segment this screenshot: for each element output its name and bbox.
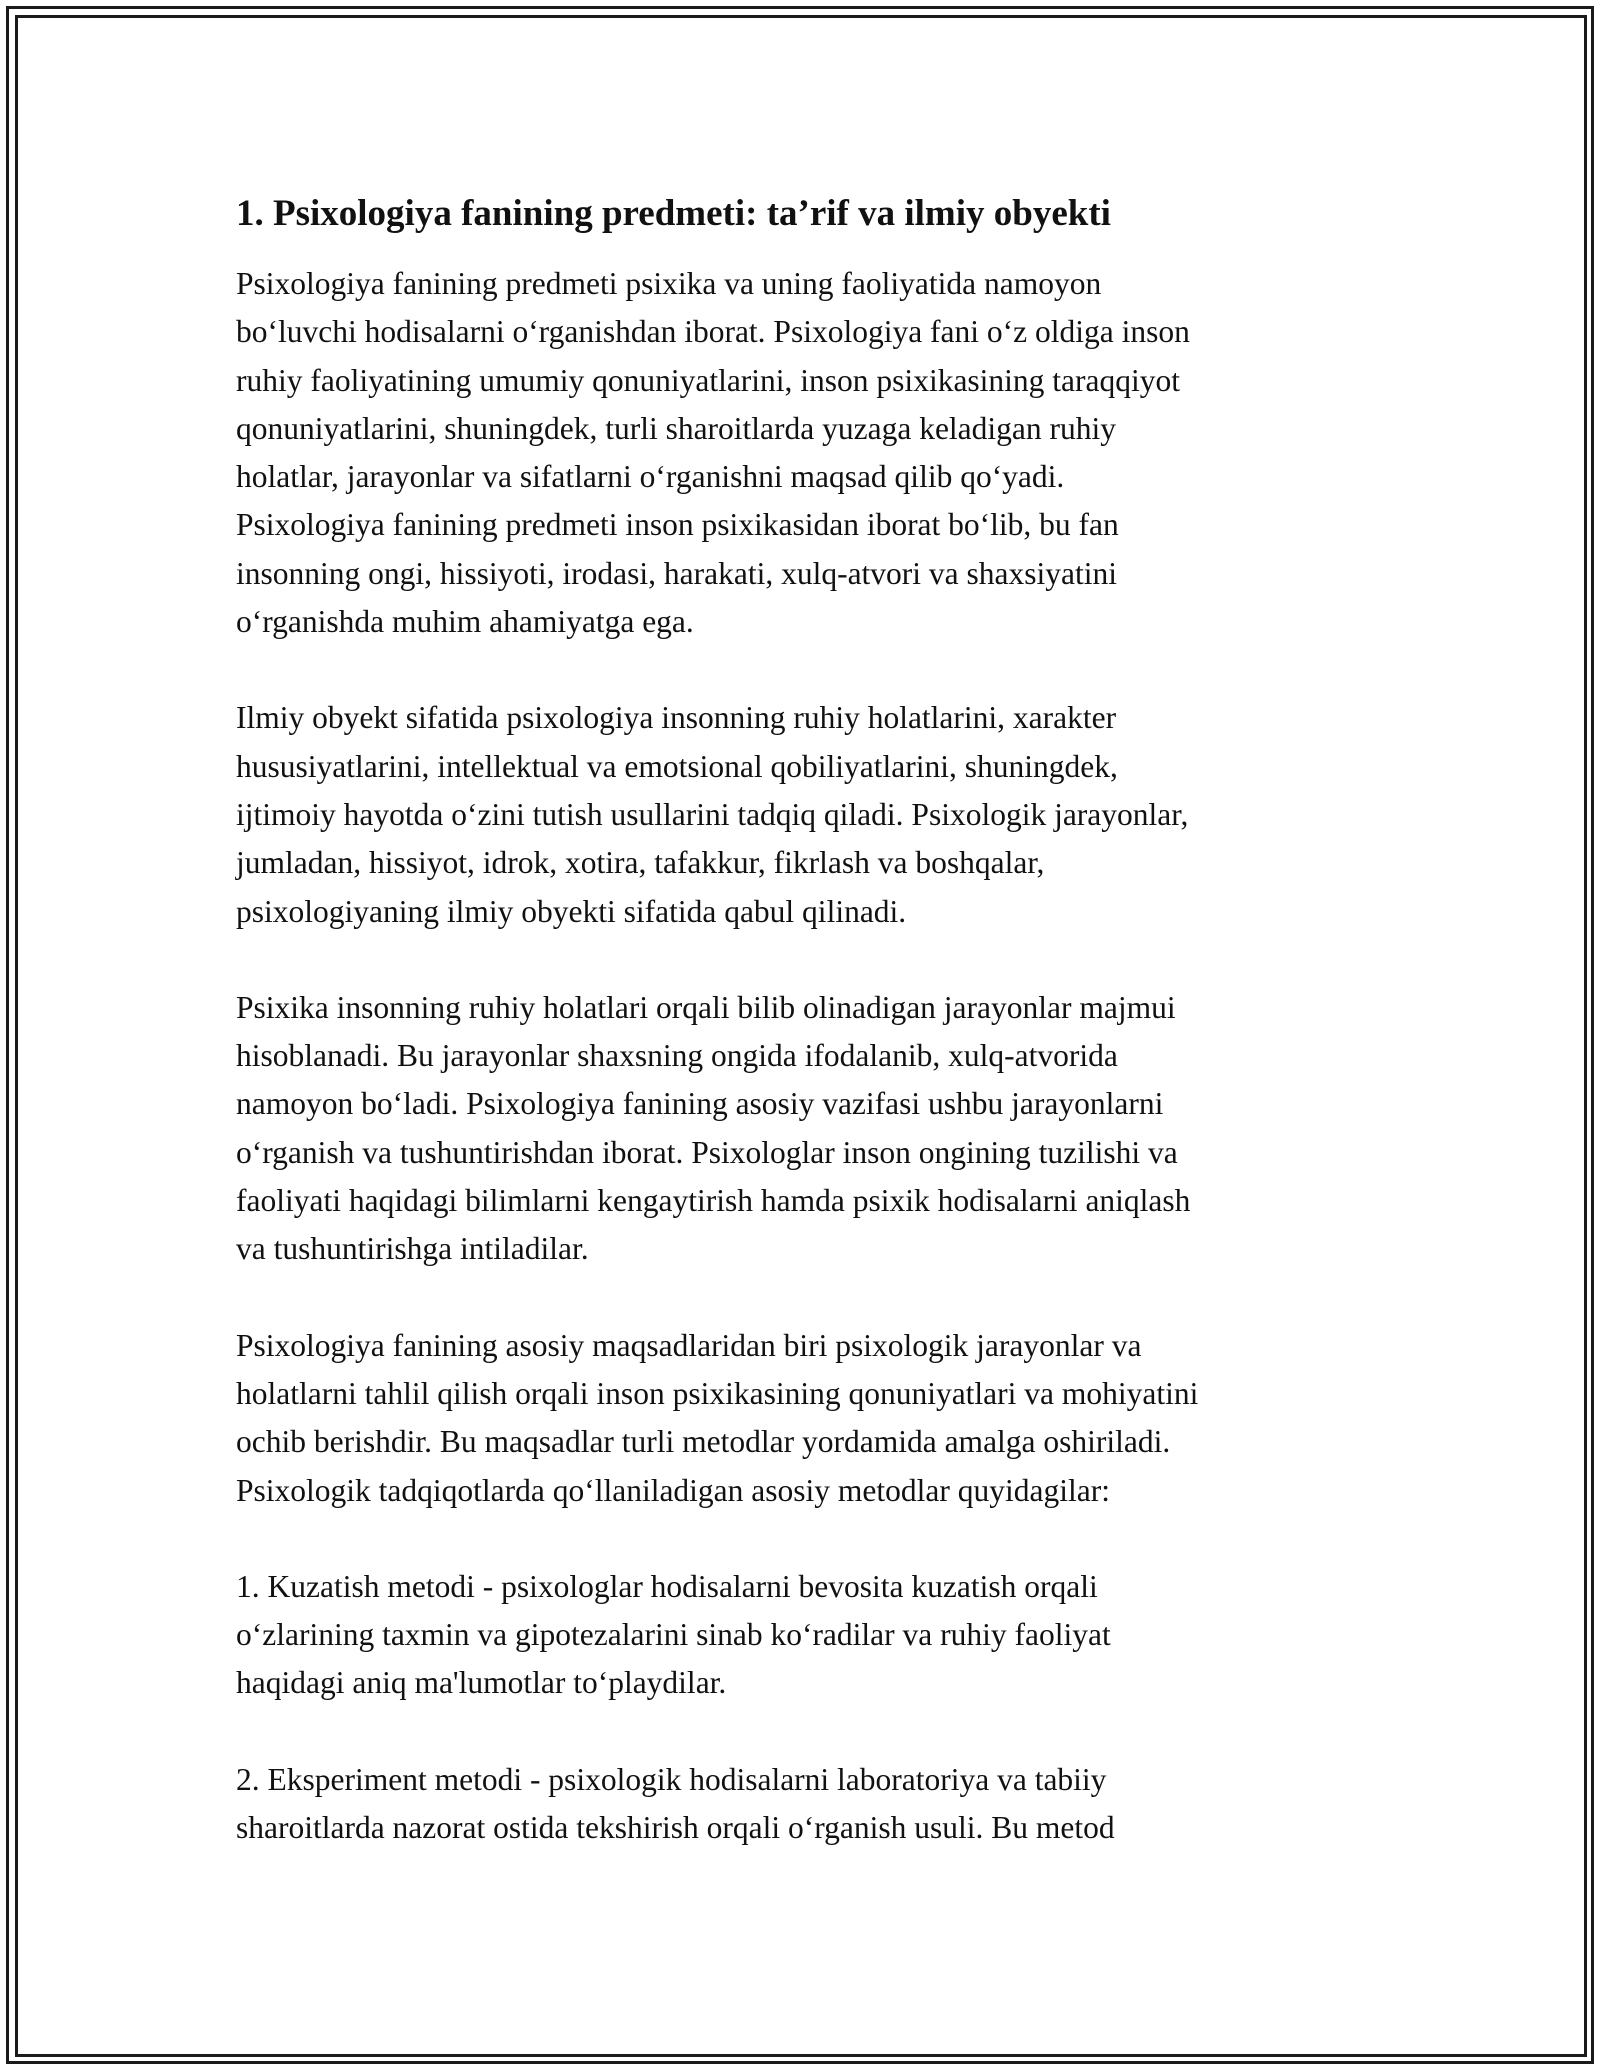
paragraph-scientific-object: Ilmiy obyekt sifatida psixologiya insonning ruhiy holatlarini, xarakter hususiyatlarini, intellektual va emotsional qobiliyatlarini, shuningdek, ijtimoiy hayotda o‘zini tutish usullarini tadqiq qiladi. Psixologik jarayonlar, jumladan, hissiyot, idrok, xotira, tafakkur, fikrlash va boshqalar, psixologiyaning ilmiy obyekti sifatida qabul qilinadi.: [236, 700, 1189, 929]
list-item-observation-method: 1. Kuzatish metodi - psixologlar hodisalarni bevosita kuzatish orqali o‘zlarining taxmin va gipotezalarini sinab ko‘radilar va ruhiy faoliyat haqidagi aniq ma'lumotlar to‘playdilar.: [236, 1568, 1111, 1701]
paragraph-subject-definition: Psixologiya fanining predmeti psixika va uning faoliyatida namoyon bo‘luvchi hodisalarni o‘rganishdan iborat. Psixologiya fani o‘z oldiga inson ruhiy faoliyatining umumiy qonuniyatlarini, inson psixikasining taraqqiyot qonuniyatlarini, shuningdek, turli sharoitlarda yuzaga keladigan ruhiy holatlar, jarayonlar va sifatlarni o‘rganishni maqsad qilib qo‘yadi. Psixologiya fanining predmeti inson psixikasidan iborat bo‘lib, bu fan insonning ongi, hissiyoti, irodasi, harakati, xulq-atvori va shaxsiyatini o‘rganishda muhim ahamiyatga ega.: [236, 266, 1190, 640]
paragraph-psyche-processes: Psixika insonning ruhiy holatlari orqali bilib olinadigan jarayonlar majmui hisoblanadi. Bu jarayonlar shaxsning ongida ifodalanib, xulq-atvorida namoyon bo‘ladi. Psixologiya fanining asosiy vazifasi ushbu jarayonlarni o‘rganish va tushuntirishdan iborat. Psixologlar inson ongining tuzilishi va faoliyati haqidagi bilimlarni kengaytirish hamda psixik hodisalarni aniqlash va tushuntirishga intiladilar.: [236, 989, 1191, 1267]
list-item-experiment-method: 2. Eksperiment metodi - psixologik hodisalarni laboratoriya va tabiiy sharoitlarda nazorat ostida tekshirish orqali o‘rganish usuli. Bu metod: [236, 1761, 1115, 1846]
section-heading: 1. Psixologiya fanining predmeti: ta’rif va ilmiy obyekti: [236, 193, 1111, 234]
document-body: [236, 186, 1386, 1900]
paragraph-main-goals: Psixologiya fanining asosiy maqsadlaridan biri psixologik jarayonlar va holatlarni tahlil qilish orqali inson psixikasining qonuniyatlari va mohiyatini ochib berishdir. Bu maqsadlar turli metodlar yordamida amalga oshiriladi. Psixologik tadqiqotlarda qo‘llaniladigan asosiy metodlar quyidagilar:: [236, 1327, 1199, 1508]
